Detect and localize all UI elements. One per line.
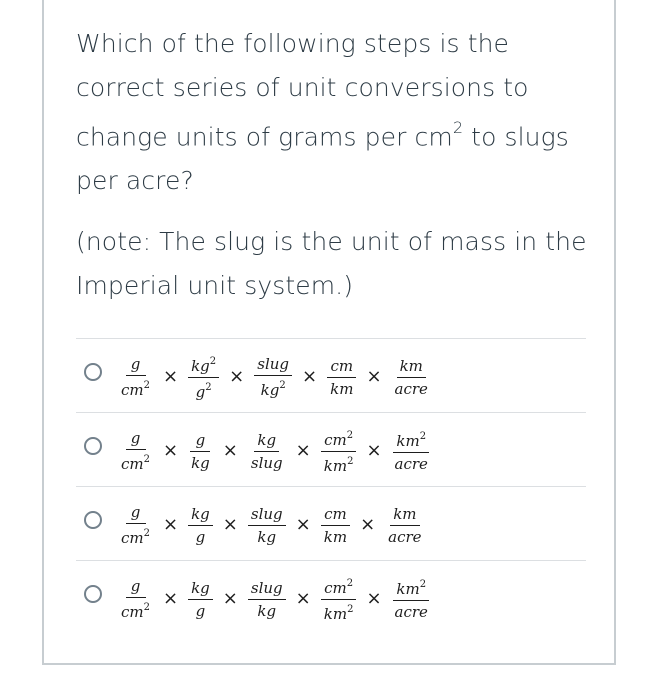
fraction-denominator <box>258 376 289 399</box>
denominator-text: acre <box>394 603 428 621</box>
numerator-text: km <box>393 504 417 523</box>
question-line-4: per acre? <box>76 165 194 195</box>
denominator-text: acre <box>388 527 422 546</box>
denominator-text: kg <box>257 527 277 546</box>
denominator-text: cm <box>121 381 144 399</box>
fraction-numerator <box>393 577 429 601</box>
denominator-text: kg <box>191 453 210 472</box>
numerator-exponent: 2 <box>346 577 354 589</box>
question-card <box>42 0 616 665</box>
denominator-text: g <box>195 601 206 620</box>
radio-button[interactable] <box>84 363 102 381</box>
fraction-numerator <box>397 357 426 378</box>
fraction-numerator <box>190 431 210 452</box>
numerator-text: g <box>130 355 141 373</box>
denominator-exponent: 2 <box>347 603 354 615</box>
fraction <box>246 431 288 472</box>
answer-option-2[interactable] <box>76 412 586 486</box>
answer-option-3[interactable] <box>76 486 586 560</box>
answer-options <box>76 338 586 634</box>
numerator-text: cm <box>324 430 347 449</box>
fraction-numerator <box>321 505 350 526</box>
times-symbol: × <box>222 440 238 461</box>
denominator-text: km <box>323 456 348 475</box>
fraction <box>246 505 288 546</box>
fraction-denominator <box>254 600 279 620</box>
fraction <box>186 431 215 472</box>
denominator-text: acre <box>394 455 428 473</box>
fraction-numerator <box>393 429 429 453</box>
fraction-numerator <box>188 354 219 378</box>
fraction <box>390 577 433 621</box>
fraction-denominator <box>254 526 279 546</box>
fraction-numerator <box>327 357 356 378</box>
fraction-denominator <box>118 598 153 621</box>
fraction <box>186 505 215 546</box>
fraction <box>116 503 155 547</box>
fraction-denominator <box>321 600 357 623</box>
question-line <box>76 159 596 203</box>
denominator-exponent: 2 <box>347 455 354 467</box>
fraction <box>186 579 215 620</box>
denominator-text: cm <box>121 455 144 473</box>
note-line-2: Imperial unit system.) <box>76 270 354 300</box>
fraction <box>319 428 359 475</box>
fraction-numerator <box>248 505 286 526</box>
numerator-text: g <box>130 429 141 447</box>
fraction-numerator <box>390 505 419 526</box>
fraction <box>319 576 359 623</box>
numerator-text: km <box>396 432 420 450</box>
fraction-numerator <box>248 579 286 600</box>
fraction-denominator <box>392 453 431 473</box>
numerator-text: kg <box>191 504 210 523</box>
fraction-denominator <box>118 450 153 473</box>
conversion-expression <box>116 349 433 405</box>
numerator-exponent: 2 <box>346 429 354 441</box>
fraction-numerator <box>126 577 146 598</box>
fraction-numerator <box>126 429 146 450</box>
question-line-3-pre: change units of grams per cm <box>76 122 453 152</box>
fraction-numerator <box>254 431 279 452</box>
times-symbol: × <box>163 514 179 535</box>
denominator-text: kg <box>260 381 280 399</box>
numerator-text: g <box>130 577 141 595</box>
numerator-text: cm <box>324 504 347 523</box>
fraction <box>325 357 358 398</box>
fraction-denominator <box>193 526 209 546</box>
fraction-numerator <box>188 505 213 526</box>
question-line-3-post: to slugs <box>463 122 569 152</box>
times-symbol: × <box>295 588 311 609</box>
fraction <box>116 355 155 399</box>
denominator-exponent: 2 <box>205 381 212 393</box>
times-symbol: × <box>163 440 179 461</box>
denominator-text: g <box>195 382 206 401</box>
denominator-exponent: 2 <box>143 528 150 539</box>
fraction-numerator <box>126 503 146 524</box>
question-line-1: Which of the following steps is the <box>76 29 510 58</box>
question-line <box>76 22 596 66</box>
times-symbol: × <box>163 366 179 387</box>
times-symbol: × <box>366 366 382 387</box>
fraction-denominator <box>118 524 153 547</box>
numerator-exponent: 2 <box>209 355 217 367</box>
numerator-text: slug <box>250 504 283 523</box>
numerator-text: km <box>396 580 420 598</box>
question-text <box>76 22 596 307</box>
fraction-numerator <box>321 576 356 600</box>
fraction <box>246 579 288 620</box>
fraction <box>319 505 352 546</box>
numerator-text: cm <box>324 578 347 597</box>
denominator-text: slug <box>250 453 283 472</box>
conversion-expression <box>116 497 427 553</box>
denominator-text: cm <box>121 529 144 547</box>
question-line <box>76 109 596 159</box>
fraction-denominator <box>248 452 286 472</box>
denominator-exponent: 2 <box>143 380 150 391</box>
question-line <box>76 66 596 110</box>
fraction <box>116 577 155 621</box>
fraction-numerator <box>188 579 213 600</box>
conversion-expression <box>116 423 433 479</box>
numerator-text: slug <box>250 578 283 597</box>
answer-option-1[interactable] <box>76 338 586 412</box>
numerator-text: g <box>195 430 206 449</box>
fraction-denominator <box>118 376 153 399</box>
fraction-denominator <box>321 452 357 475</box>
radio-button[interactable] <box>84 585 102 603</box>
times-symbol: × <box>295 514 311 535</box>
fraction <box>390 429 433 473</box>
note-line-1: (note: The slug is the unit of mass in the <box>76 227 587 257</box>
denominator-text: kg <box>257 601 277 620</box>
conversion-expression <box>116 571 433 627</box>
fraction-denominator <box>188 452 213 472</box>
fraction-denominator <box>327 378 356 398</box>
fraction-denominator <box>385 526 424 546</box>
fraction <box>390 357 433 398</box>
numerator-text: km <box>399 356 423 375</box>
times-symbol: × <box>366 440 382 461</box>
fraction-numerator <box>254 355 292 376</box>
numerator-text: slug <box>257 355 290 373</box>
denominator-text: km <box>330 379 354 398</box>
denominator-text: km <box>323 527 348 546</box>
fraction <box>252 355 294 399</box>
fraction <box>116 429 155 473</box>
numerator-text: kg <box>191 578 210 597</box>
radio-button[interactable] <box>84 511 102 529</box>
fraction-denominator <box>392 601 431 621</box>
times-symbol: × <box>295 440 311 461</box>
radio-button[interactable] <box>84 437 102 455</box>
numerator-text: g <box>130 503 141 521</box>
note-line <box>76 220 596 264</box>
fraction <box>186 354 221 401</box>
times-symbol: × <box>222 588 238 609</box>
numerator-text: kg <box>191 356 210 375</box>
denominator-text: km <box>323 604 348 623</box>
fraction-denominator <box>193 600 209 620</box>
times-symbol: × <box>229 366 245 387</box>
note-line <box>76 264 596 308</box>
numerator-text: cm <box>330 356 354 375</box>
denominator-text: cm <box>121 603 144 621</box>
fraction-numerator <box>321 428 356 452</box>
denominator-exponent: 2 <box>143 602 150 613</box>
times-symbol: × <box>360 514 376 535</box>
fraction-numerator <box>126 355 146 376</box>
times-symbol: × <box>366 588 382 609</box>
times-symbol: × <box>302 366 318 387</box>
denominator-text: g <box>195 527 206 546</box>
denominator-exponent: 2 <box>279 380 286 391</box>
numerator-exponent: 2 <box>419 579 427 590</box>
fraction-denominator <box>193 378 215 401</box>
fraction-denominator <box>392 378 431 398</box>
denominator-text: acre <box>394 379 428 398</box>
fraction-denominator <box>321 526 350 546</box>
answer-option-4[interactable] <box>76 560 586 634</box>
numerator-exponent: 2 <box>419 431 427 442</box>
fraction <box>383 505 426 546</box>
question-line-2: correct series of unit conversions to <box>76 72 529 102</box>
question-line-3-superscript: 2 <box>452 118 464 137</box>
times-symbol: × <box>222 514 238 535</box>
times-symbol: × <box>163 588 179 609</box>
numerator-text: kg <box>257 430 277 449</box>
denominator-exponent: 2 <box>143 454 150 465</box>
